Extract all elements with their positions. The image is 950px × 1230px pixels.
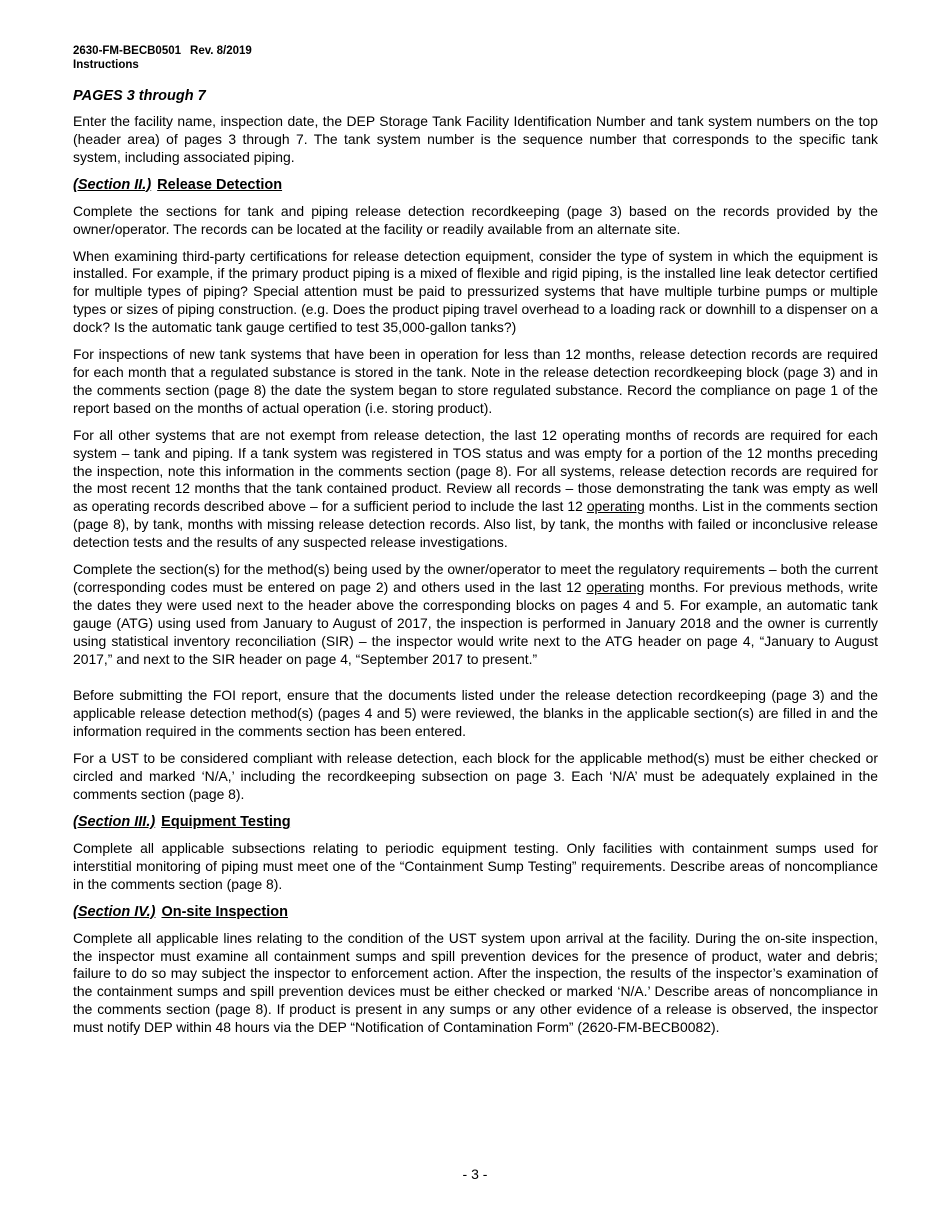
page-number: - 3 - <box>462 1166 488 1182</box>
text-run: For all other systems that are not exempt from release detection, the last 12 operating months of records are required for each system – tank and piping. If a tank system was registered in TOS status and was empty for a portion of the 12 months preceding the inspection, note this information in the comments section (page 8). For all systems, release detection records are required for the most recent 12 months that the tank contained product. Review all records – those demonstrating the tank was empty as well as operating records described above – for a sufficient period to include the last 12 <box>73 426 878 515</box>
text-run: months. For previous methods, write the dates they were used next to the header above the corresponding blocks on pages 4 and 5. For example, an automatic tank gauge (ATG) using used from January to August of 2017, the inspection is performed in January 2018 and the owner is currently using statistical inventory reconciliation (SIR) – the inspector would write next to the ATG header on page 4, “January to August 2017,” and next to the SIR header on page 4, “September 2017 to present.” <box>73 578 878 667</box>
section-ii-number: (Section II.) <box>73 176 152 193</box>
section-iv-heading <box>73 904 878 920</box>
text-run: Complete the section(s) for the method(s) being used by the owner/operator to meet the regulatory requirements – both the current (corresponding codes must be entered on page 2) and others used in the last 12 <box>73 561 878 595</box>
form-revision: Rev. 8/2019 <box>190 45 252 57</box>
document-type: Instructions <box>73 59 139 71</box>
section-ii-paragraph-3: For inspections of new tank systems that have been in operation for less than 12 months, release detection records are required for each month that a regulated substance is stored in the tank. Note in the release detection recordkeeping block (page 3) and in the comments section (page 8) the date the system began to store regulated substance. Record the compliance on page 1 of the report based on the months of actual operation (i.e. storing product). <box>73 346 878 416</box>
section-iv-number: (Section IV.) <box>73 903 156 920</box>
document-page <box>73 44 878 1037</box>
underlined-term: operating <box>586 578 645 595</box>
section-iv-title: On-site Inspection <box>161 903 288 920</box>
section-iv-paragraph-1: Complete all applicable lines relating to the condition of the UST system upon arrival at the facility. During the on-site inspection, the inspector must examine all containment sumps and spill prevention devices for the presence of product, water and debris; failure to do so may subject the inspector to enforcement action. After the inspection, the results of the inspector’s examination of the containment sumps and spill prevention devices must be either checked or marked ‘N/A.’ Describe areas of noncompliance in the comments section (page 8). If product is present in any sumps or any other evidence of a release is observed, the inspector must notify DEP within 48 hours via the DEP “Notification of Contamination Form” (2620-FM-BECB0082). <box>73 929 878 1036</box>
section-iii-number: (Section III.) <box>73 813 156 830</box>
form-header <box>73 44 878 72</box>
section-ii-paragraph-7: For a UST to be considered compliant with release detection, each block for the applicable method(s) must be either checked or circled and marked ‘N/A,’ including the recordkeeping subsection on page 3. Each ‘N/A’ must be adequately explained in the comments section (page 8). <box>73 750 878 802</box>
section-iii-title: Equipment Testing <box>161 813 291 830</box>
section-iii-paragraph-1: Complete all applicable subsections relating to periodic equipment testing. Only facilities with containment sumps used for interstitial monitoring of piping must meet one of the “Containment Sump Testing” requirements. Describe areas of noncompliance in the comments section (page 8). <box>73 839 878 892</box>
section-ii-paragraph-6: Before submitting the FOI report, ensure that the documents listed under the release detection recordkeeping (page 3) and the applicable release detection method(s) (pages 4 and 5) were reviewed, the blanks in the applicable section(s) are filled in and the information required in the comments section has been entered. <box>73 687 878 740</box>
section-iii-heading <box>73 814 878 830</box>
form-number: 2630-FM-BECB0501 <box>73 45 182 57</box>
section-ii-paragraph-2: When examining third-party certifications for release detection equipment, consider the type of system in which the equipment is installed. For example, if the primary product piping is a mixed of flexible and rigid piping, is the installed line leak detector certified for multiple types of piping? Special attention must be paid to pressurized systems that have multiple turbine pumps or multiple types or sizes of piping construction. (e.g. Does the product piping travel overhead to a loading rack or downhill to a dispenser on a dock? Is the automatic tank gauge certified to test 35,000-gallon tanks?) <box>73 247 878 336</box>
underlined-term: operating <box>586 498 645 515</box>
intro-paragraph: Enter the facility name, inspection date, the DEP Storage Tank Facility Identification Number and tank system numbers on the top (header area) of pages 3 through 7. The tank system number is the sequence number that corresponds to the specific tank system, including associated piping. <box>73 113 878 165</box>
pages-title: PAGES 3 through 7 <box>73 88 206 104</box>
section-ii-paragraph-4 <box>73 427 878 552</box>
section-ii-paragraph-5 <box>73 561 878 668</box>
section-ii-heading <box>73 177 878 193</box>
text-run: months. List in the comments section (page 8), by tank, months with missing release detection records. Also list, by tank, the months with failed or inconclusive release detection tests and the results of any suspected release investigations. <box>73 498 878 551</box>
section-ii-title: Release Detection <box>157 176 283 193</box>
section-ii-paragraph-1: Complete the sections for tank and piping release detection recordkeeping (page 3) based on the records provided by the owner/operator. The records can be located at the facility or readily available from an alternate site. <box>73 202 878 237</box>
